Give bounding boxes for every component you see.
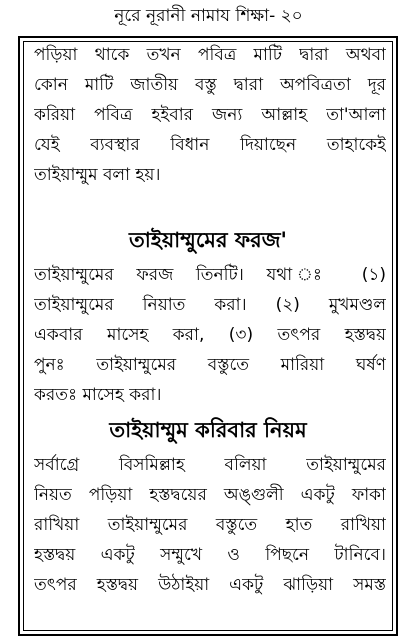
niyam-paragraph — [34, 450, 386, 600]
paragraph-line: তাইয়াম্মুমের নিয়াত করা। (২) মুখমণ্ডল — [34, 295, 386, 315]
paragraph-line: যেই ব্যবস্থার বিধান দিয়াছেন তাহাকেই — [34, 135, 386, 155]
heading-niyam: তাইয়াম্মুম করিবার নিয়ম — [109, 418, 307, 442]
paragraph-line: করিয়া পবিত্র হইবার জন্য আল্লাহ তা'আলা — [34, 105, 386, 125]
paragraph-line: তাইয়াম্মুম বলা হয়। — [34, 165, 161, 185]
paragraph-line: হস্তদ্বয় একটু সম্মুখে ও পিছনে টানিবে। — [34, 545, 386, 565]
paragraph-line: নিয়ত পড়িয়া হস্তদ্বয়ের অঙ্গুলী একটু ফাকা — [34, 485, 386, 505]
running-header: নূরে নূরানী নামায শিক্ষা- ২০ — [114, 6, 303, 26]
intro-paragraph — [34, 40, 386, 190]
paragraph-line: তৎপর হস্তদ্বয় উঠাইয়া একটু ঝাড়িয়া সমস্ত — [34, 575, 386, 595]
paragraph-line: করতঃ মাসেহ করা। — [34, 385, 162, 405]
heading-faraz: তাইয়াম্মুমের ফরজ' — [129, 228, 287, 252]
paragraph-line: রাখিয়া তাইয়াম্মুমের বস্তুতে হাত রাখিয়া — [34, 515, 386, 535]
paragraph-line: পড়িয়া থাকে তখন পবিত্র মাটি দ্বারা অথবা — [34, 45, 386, 65]
paragraph-line: একবার মাসেহ করা, (৩) তৎপর হস্তদ্বয় — [34, 325, 386, 345]
paragraph-line: কোন মাটি জাতীয় বস্তু দ্বারা অপবিত্রতা দূর — [34, 75, 386, 95]
paragraph-line: পুনঃ তাইয়াম্মুমের বস্তুতে মারিয়া ঘর্ষণ — [34, 355, 386, 375]
paragraph-line: সর্বাগ্রে বিসমিল্লাহ বলিয়া তাইয়াম্মুমের — [34, 455, 386, 475]
faraz-paragraph — [34, 260, 386, 410]
text-frame — [18, 36, 398, 636]
paragraph-line: তাইয়াম্মুমের ফরজ তিনটি। যথা ঃ (১) — [34, 265, 386, 285]
